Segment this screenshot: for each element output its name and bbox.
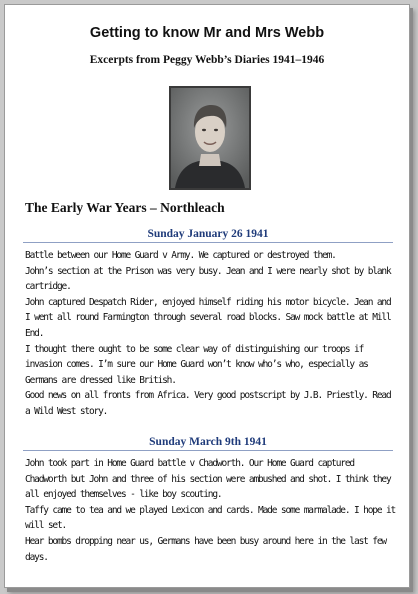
entry-date-2: Sunday March 9th 1941 — [23, 436, 393, 451]
entry-paragraph: Taffy came to tea and we played Lexicon and cards. Made some marmalade. I hope it will set. — [25, 504, 396, 532]
document-page — [4, 4, 410, 588]
entry-date-1: Sunday January 26 1941 — [23, 228, 393, 243]
entry-paragraph: Battle between our Home Guard v Army. We captured or destroyed them. — [25, 250, 336, 261]
section-heading: The Early War Years – Northleach — [25, 200, 225, 215]
entry-paragraph: John captured Despatch Rider, enjoyed himself riding his motor bicycle. Jean and I went all round Farmington through several road blocks. Saw mock battle at Mill End. — [25, 296, 391, 339]
entry-paragraph: John’s section at the Prison was very busy. Jean and I were nearly shot by blank cartridge. — [25, 265, 391, 293]
diary-entry-2 — [25, 456, 399, 565]
entry-paragraph: John took part in Home Guard battle v Chadworth. Our Home Guard captured Chadworth but John and three of his section were ambushed and shot. I think they all enjoyed themselves - like boy scouting. — [25, 458, 391, 501]
entry-paragraph: Hear bombs dropping near us, Germans have been busy around here in the last few days. — [25, 535, 386, 563]
portrait-image — [171, 88, 249, 188]
page-title: Getting to know Mr and Mrs Webb — [89, 25, 325, 41]
portrait-photo — [169, 86, 251, 190]
page-subtitle: Excerpts from Peggy Webb’s Diaries 1941–1946 — [89, 54, 325, 66]
entry-paragraph: Good news on all fronts from Africa. Very good postscript by J.B. Priestly. Read a Wild West story. — [25, 390, 391, 417]
diary-entry-1 — [25, 248, 399, 420]
entry-paragraph: I thought there ought to be some clear way of distinguishing our troops if invasion comes. I’m sure our Home Guard won’t know who’s who, especially as Germans are dressed like British. — [25, 343, 368, 386]
